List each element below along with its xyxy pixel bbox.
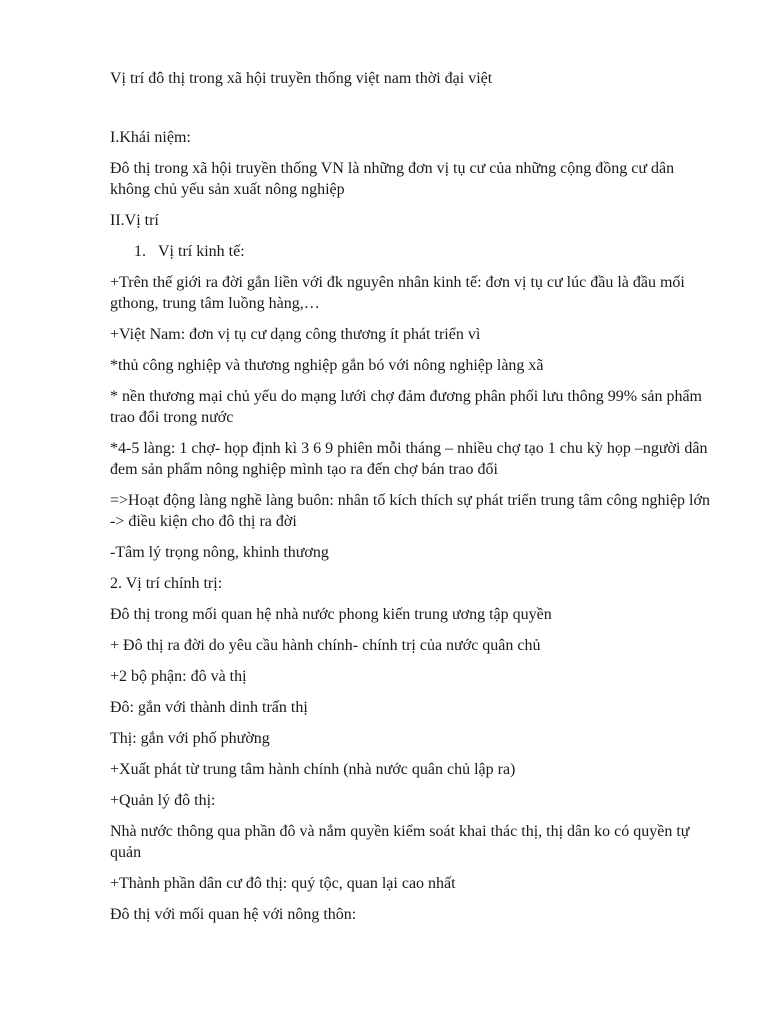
paragraph: *4-5 làng: 1 chợ- họp định kì 3 6 9 phiên mỗi tháng – nhiều chợ tạo 1 chu kỳ họp –người dân đem sản phẩm nông nghiệp mình tạo ra đến chợ bán trao đổi <box>110 440 708 478</box>
paragraph: =>Hoạt động làng nghề làng buôn: nhân tố kích thích sự phát triển trung tâm công nghiệp lớn -> điều kiện cho đô thị ra đời <box>110 492 710 530</box>
paragraph: +Quản lý đô thị: <box>110 792 216 809</box>
paragraph: *thủ công nghiệp và thương nghiệp gắn bó với nông nghiệp làng xã <box>110 357 544 374</box>
paragraph: + Đô thị ra đời do yêu cầu hành chính- chính trị của nước quân chủ <box>110 637 541 654</box>
document-page <box>110 68 710 935</box>
paragraph-definition: Đô thị trong xã hội truyền thống VN là những đơn vị tụ cư của những cộng đồng cư dân không chủ yếu sản xuất nông nghiệp <box>110 160 675 198</box>
paragraph: * nền thương mại chủ yếu do mạng lưới chợ đảm đương phân phối lưu thông 99% sản phẩm trao đổi trong nước <box>110 388 702 426</box>
paragraph: -Tâm lý trọng nông, khinh thương <box>110 544 329 561</box>
numbered-list-item <box>110 241 710 262</box>
paragraph: Nhà nước thông qua phần đô và nắm quyền kiểm soát khai thác thị, thị dân ko có quyền tự quản <box>110 823 690 861</box>
paragraph: Đô thị trong mối quan hệ nhà nước phong kiến trung ương tập quyền <box>110 606 552 623</box>
paragraph: +Thành phần dân cư đô thị: quý tộc, quan lại cao nhất <box>110 875 456 892</box>
paragraph: +Xuất phát từ trung tâm hành chính (nhà nước quân chủ lập ra) <box>110 761 516 778</box>
paragraph: +Việt Nam: đơn vị tụ cư dạng công thương ít phát triển vì <box>110 326 481 343</box>
document-title: Vị trí đô thị trong xã hội truyền thống việt nam thời đại việt <box>110 70 493 87</box>
paragraph: Thị: gắn với phố phường <box>110 730 270 747</box>
list-number: 1. <box>134 243 146 260</box>
paragraph: +2 bộ phận: đô và thị <box>110 668 247 685</box>
paragraph: Đô thị với mối quan hệ với nông thôn: <box>110 906 357 923</box>
heading-vi-tri: II.Vị trí <box>110 212 159 229</box>
paragraph: Đô: gắn với thành dinh trấn thị <box>110 699 308 716</box>
list-item-text: Vị trí kinh tế: <box>158 243 245 260</box>
heading-khai-niem: I.Khái niệm: <box>110 129 191 146</box>
paragraph: +Trên thế giới ra đời gắn liền với đk nguyên nhân kinh tế: đơn vị tụ cư lúc đầu là đầu mối gthong, trung tâm luồng hàng,… <box>110 274 685 312</box>
heading-vi-tri-chinh-tri: 2. Vị trí chính trị: <box>110 575 223 592</box>
